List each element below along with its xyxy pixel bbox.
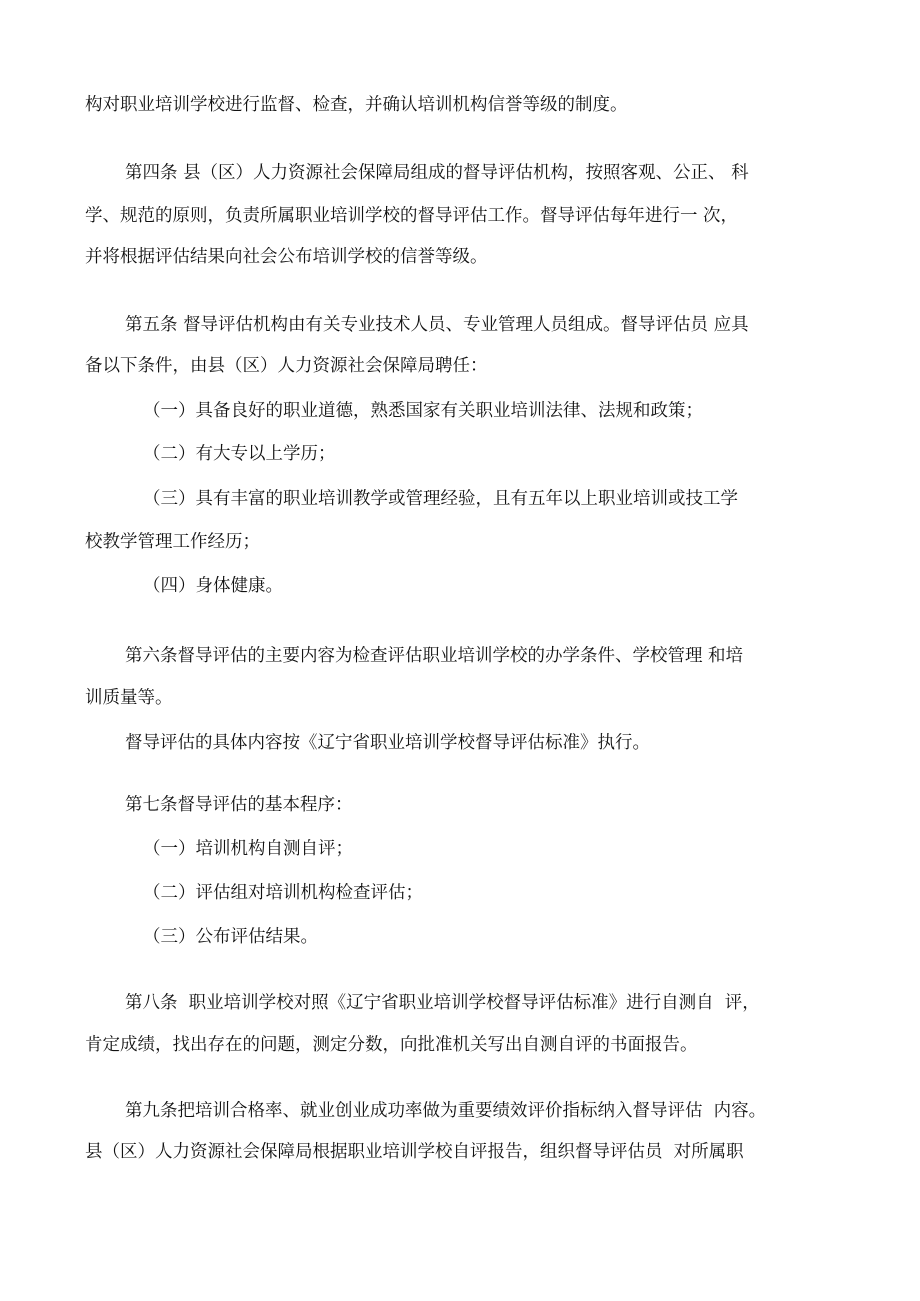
list-item: （四）身体健康。: [143, 576, 283, 596]
article-5-line: 第五条 督导评估机构由有关专业技术人员、专业管理人员组成。督导评估员 应具: [125, 315, 749, 335]
list-item: （三）公布评估结果。: [143, 927, 318, 947]
article-9-line: 县（区）人力资源社会保障局根据职业培训学校自评报告，组织督导评估员 对所属职: [85, 1142, 744, 1162]
list-item: （二）评估组对培训机构检查评估；: [143, 883, 423, 903]
article-4-line: 学、规范的原则，负责所属职业培训学校的督导评估工作。督导评估每年进行一 次，: [85, 206, 739, 226]
article-8-line: 肯定成绩，找出存在的问题，测定分数，向批准机关写出自测自评的书面报告。: [85, 1035, 698, 1055]
article-6-line: 第六条督导评估的主要内容为检查评估职业培训学校的办学条件、学校管理 和培: [125, 646, 744, 666]
article-5-line: 备以下条件，由县（区）人力资源社会保障局聘任：: [85, 356, 488, 376]
list-item: （一）具备良好的职业道德，熟悉国家有关职业培训法律、法规和政策；: [143, 401, 703, 421]
article-6-line: 督导评估的具体内容按《辽宁省职业培训学校督导评估标准》执行。: [125, 733, 650, 753]
text-line: 构对职业培训学校进行监督、检查，并确认培训机构信誉等级的制度。: [85, 95, 628, 115]
article-9-line: 第九条把培训合格率、就业创业成功率做为重要绩效评价指标纳入督导评估 内容。: [125, 1101, 767, 1121]
list-item: （三）具有丰富的职业培训教学或管理经验，且有五年以上职业培训或技工学: [143, 489, 738, 509]
article-4-line: 并将根据评估结果向社会公布培训学校的信誉等级。: [85, 247, 488, 267]
article-8-line: 第八条 职业培训学校对照《辽宁省职业培训学校督导评估标准》进行自测自 评，: [125, 993, 760, 1013]
list-item: （二）有大专以上学历；: [143, 444, 336, 464]
article-7-line: 第七条督导评估的基本程序：: [125, 795, 353, 815]
article-4-line: 第四条 县（区）人力资源社会保障局组成的督导评估机构，按照客观、公正、 科: [125, 163, 749, 183]
list-item-continuation: 校教学管理工作经历；: [85, 532, 260, 552]
list-item: （一）培训机构自测自评；: [143, 839, 353, 859]
article-6-line: 训质量等。: [85, 688, 173, 708]
